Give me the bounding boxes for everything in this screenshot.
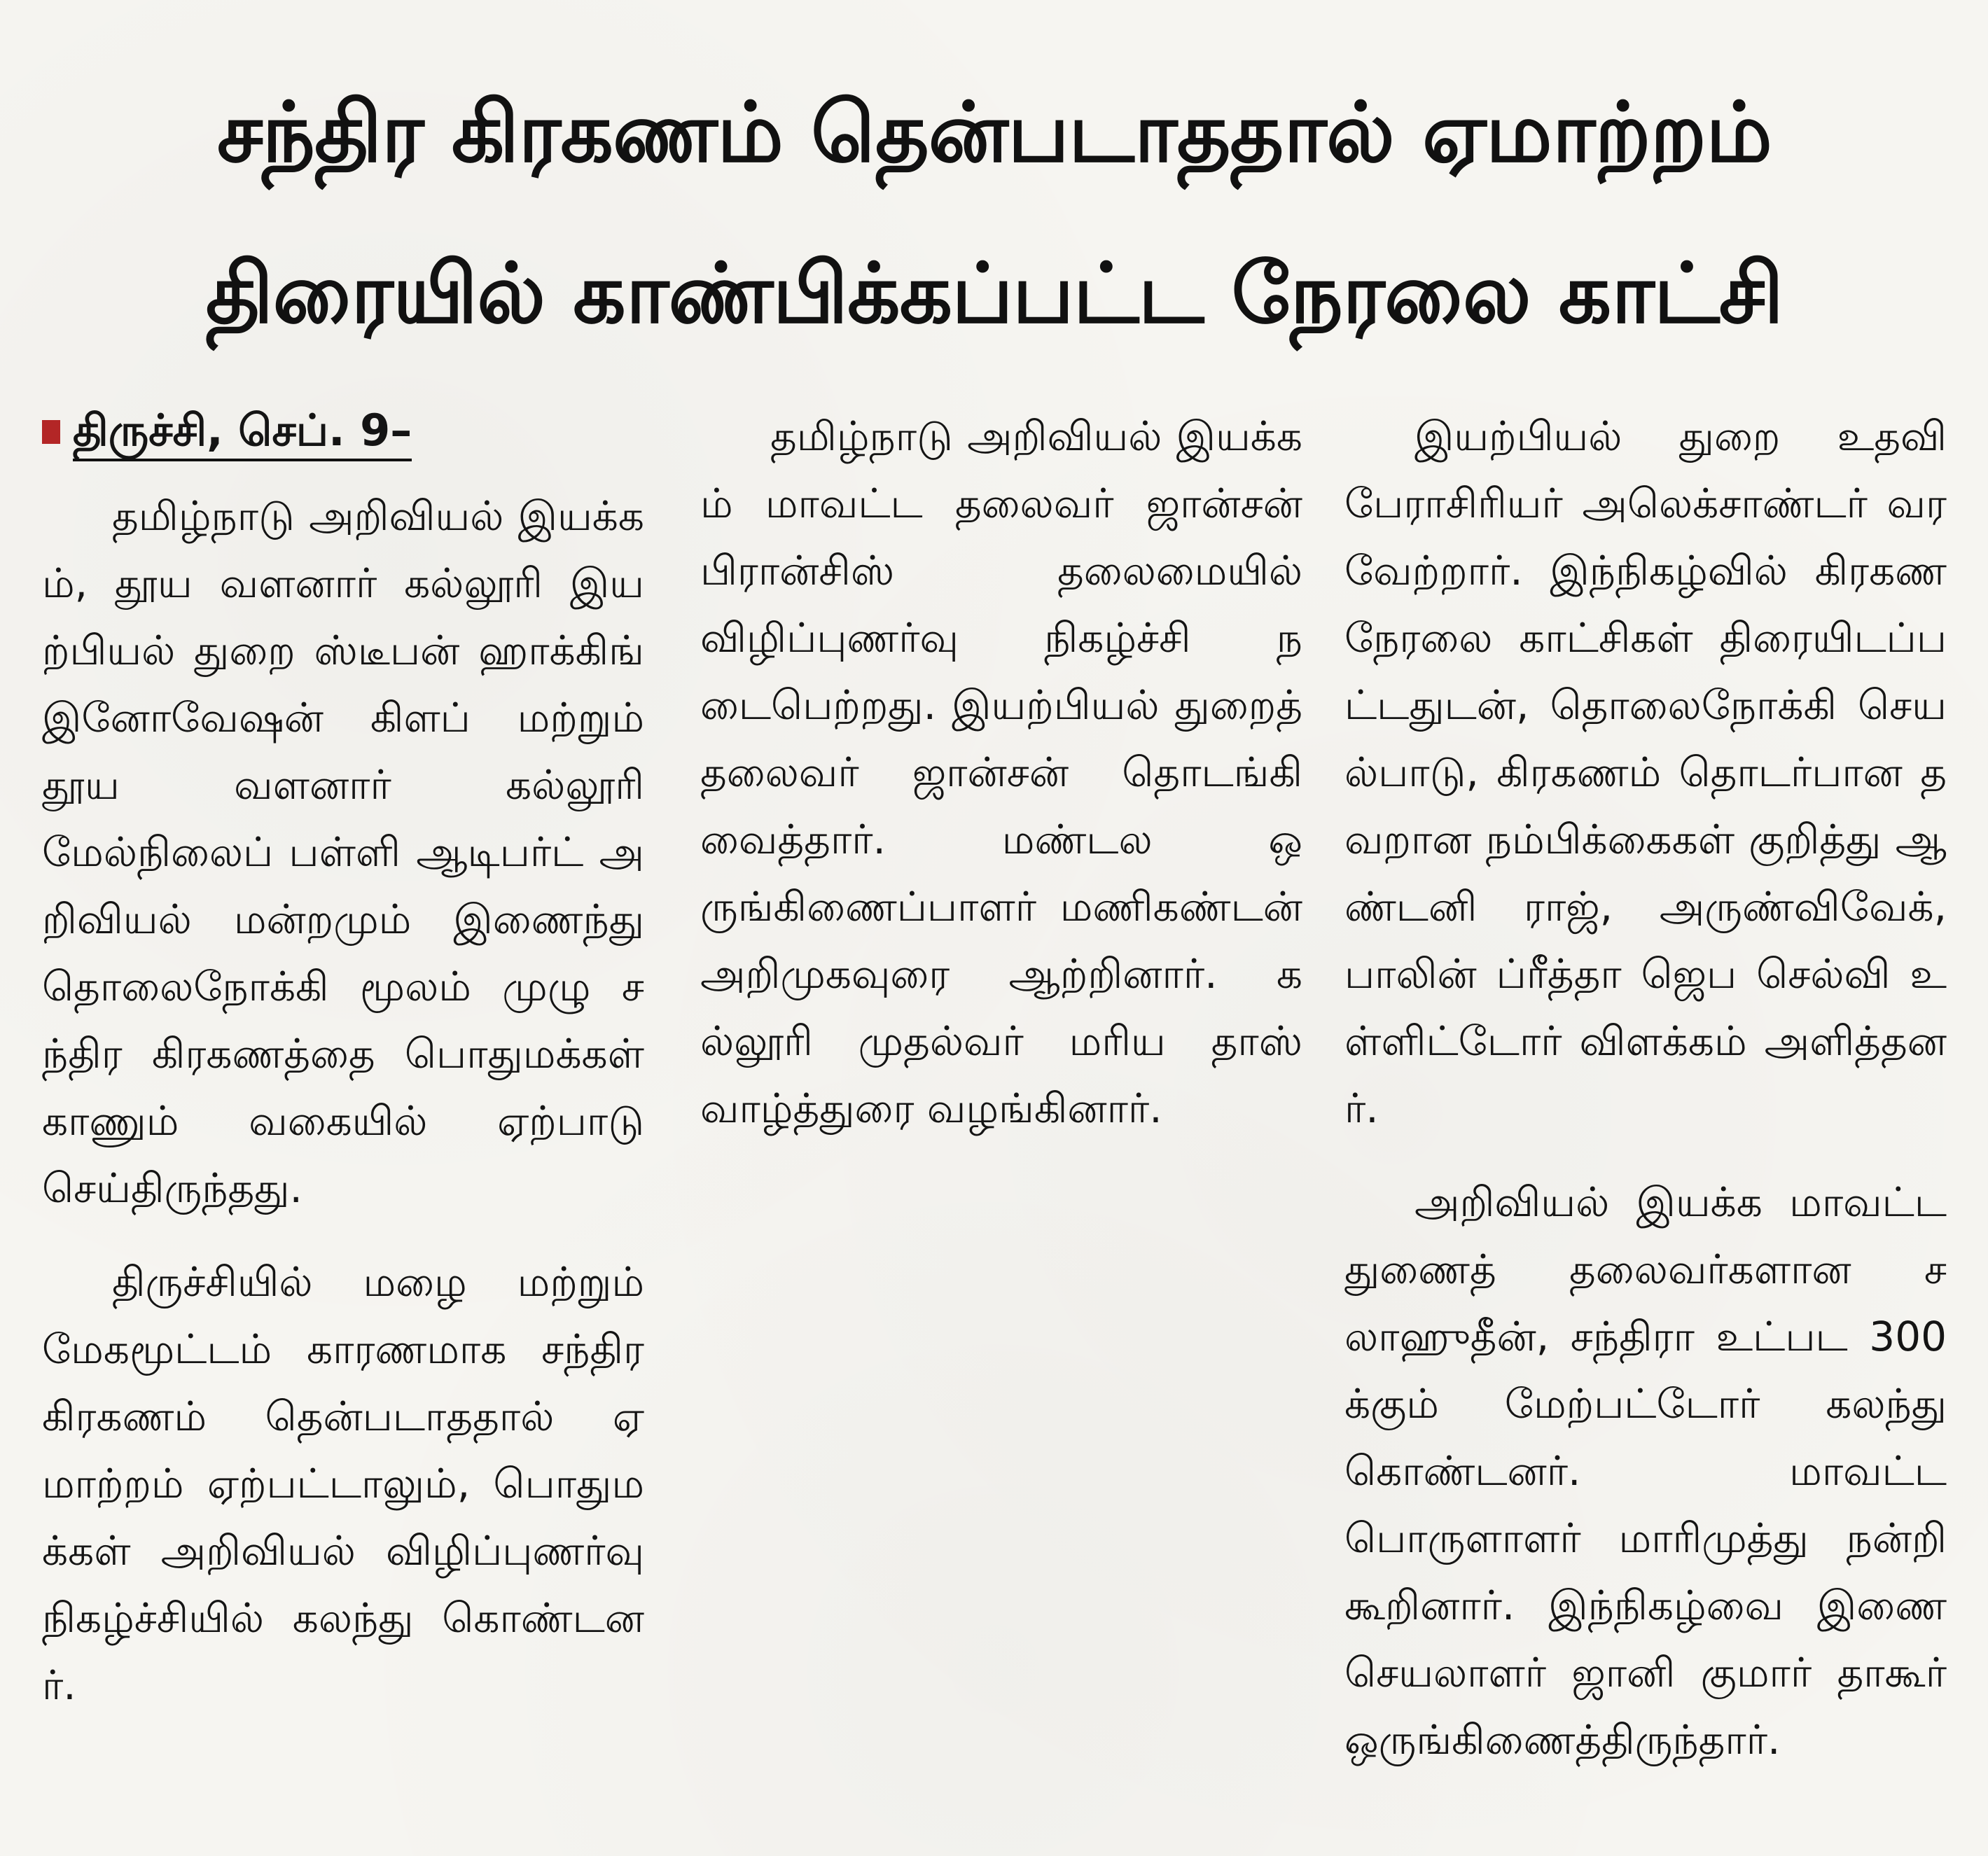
article-column-3 xyxy=(1344,403,1947,1800)
article-column-2 xyxy=(700,403,1302,1168)
paragraph-2: திருச்சியில் மழை மற்றும் மேகமூட்டம் காரணமாக சந்திர கிரகணம் தென்படாததால் ஏமாற்றம் ஏற்பட்டாலும், பொதுமக்கள் அறிவியல் விழிப்புணர்வு நிகழ்ச்சியில் கலந்து கொண்டனர். xyxy=(42,1258,644,1709)
paragraph-3: தமிழ்நாடு அறிவியல் இயக்கம் மாவட்ட தலைவர் ஜான்சன் பிரான்சிஸ் தலைமையில் விழிப்புணர்வு நிகழ்ச்சி நடைபெற்றது. இயற்பியல் துறைத் தலைவர் ஜான்சன் தொடங்கி வைத்தார். மண்டல ஒருங்கிணைப்பாளர் மணிகண்டன் அறிமுகவுரை ஆற்றினார். கல்லூரி முதல்வர் மரிய தாஸ் வாழ்த்துரை வழங்கினார். xyxy=(700,412,1302,1132)
paragraph-4: இயற்பியல் துறை உதவி பேராசிரியர் அலெக்சாண்டர் வரவேற்றார். இந்நிகழ்வில் கிரகண நேரலை காட்சிகள் திரையிடப்பட்டதுடன், தொலைநோக்கி செயல்பாடு, கிரகணம் தொடர்பான தவறான நம்பிக்கைகள் குறித்து ஆண்டனி ராஜ், அருண்விவேக், பாலின் ப்ரீத்தா ஜெப செல்வி உள்ளிட்டோர் விளக்கம் அளித்தனர். xyxy=(1344,412,1947,1132)
paragraph-1: தமிழ்நாடு அறிவியல் இயக்கம், தூய வளனார் கல்லூரி இயற்பியல் துறை ஸ்டீபன் ஹாக்கிங் இனோவேஷன் கிளப் மற்றும் தூய வளனார் கல்லூரி மேல்நிலைப் பள்ளி ஆடிபர்ட் அறிவியல் மன்றமும் இணைந்து தொலைநோக்கி மூலம் முழு சந்திர கிரகணத்தை பொதுமக்கள் காணும் வகையில் ஏற்பாடு செய்திருந்தது. xyxy=(42,492,644,1212)
headline-line-2: திரையில் காண்பிக்கப்பட்ட நேரலை காட்சி xyxy=(205,245,1784,342)
dateline xyxy=(42,403,644,461)
headline-line-1: சந்திர கிரகணம் தென்படாததால் ஏமாற்றம் xyxy=(216,84,1772,181)
dateline-text: திருச்சி, செப். 9– xyxy=(73,403,412,461)
paragraph-5: அறிவியல் இயக்க மாவட்ட துணைத் தலைவர்களான சலாஹுதீன், சந்திரா உட்பட 300க்கும் மேற்பட்டோர் கலந்து கொண்டனர். மாவட்ட பொருளாளர் மாரிமுத்து நன்றி கூறினார். இந்நிகழ்வை இணை செயலாளர் ஜானி குமார் தாகூர் ஒருங்கிணைத்திருந்தார். xyxy=(1344,1178,1947,1764)
dateline-marker-icon xyxy=(42,420,60,444)
article-column-1 xyxy=(42,403,644,1745)
